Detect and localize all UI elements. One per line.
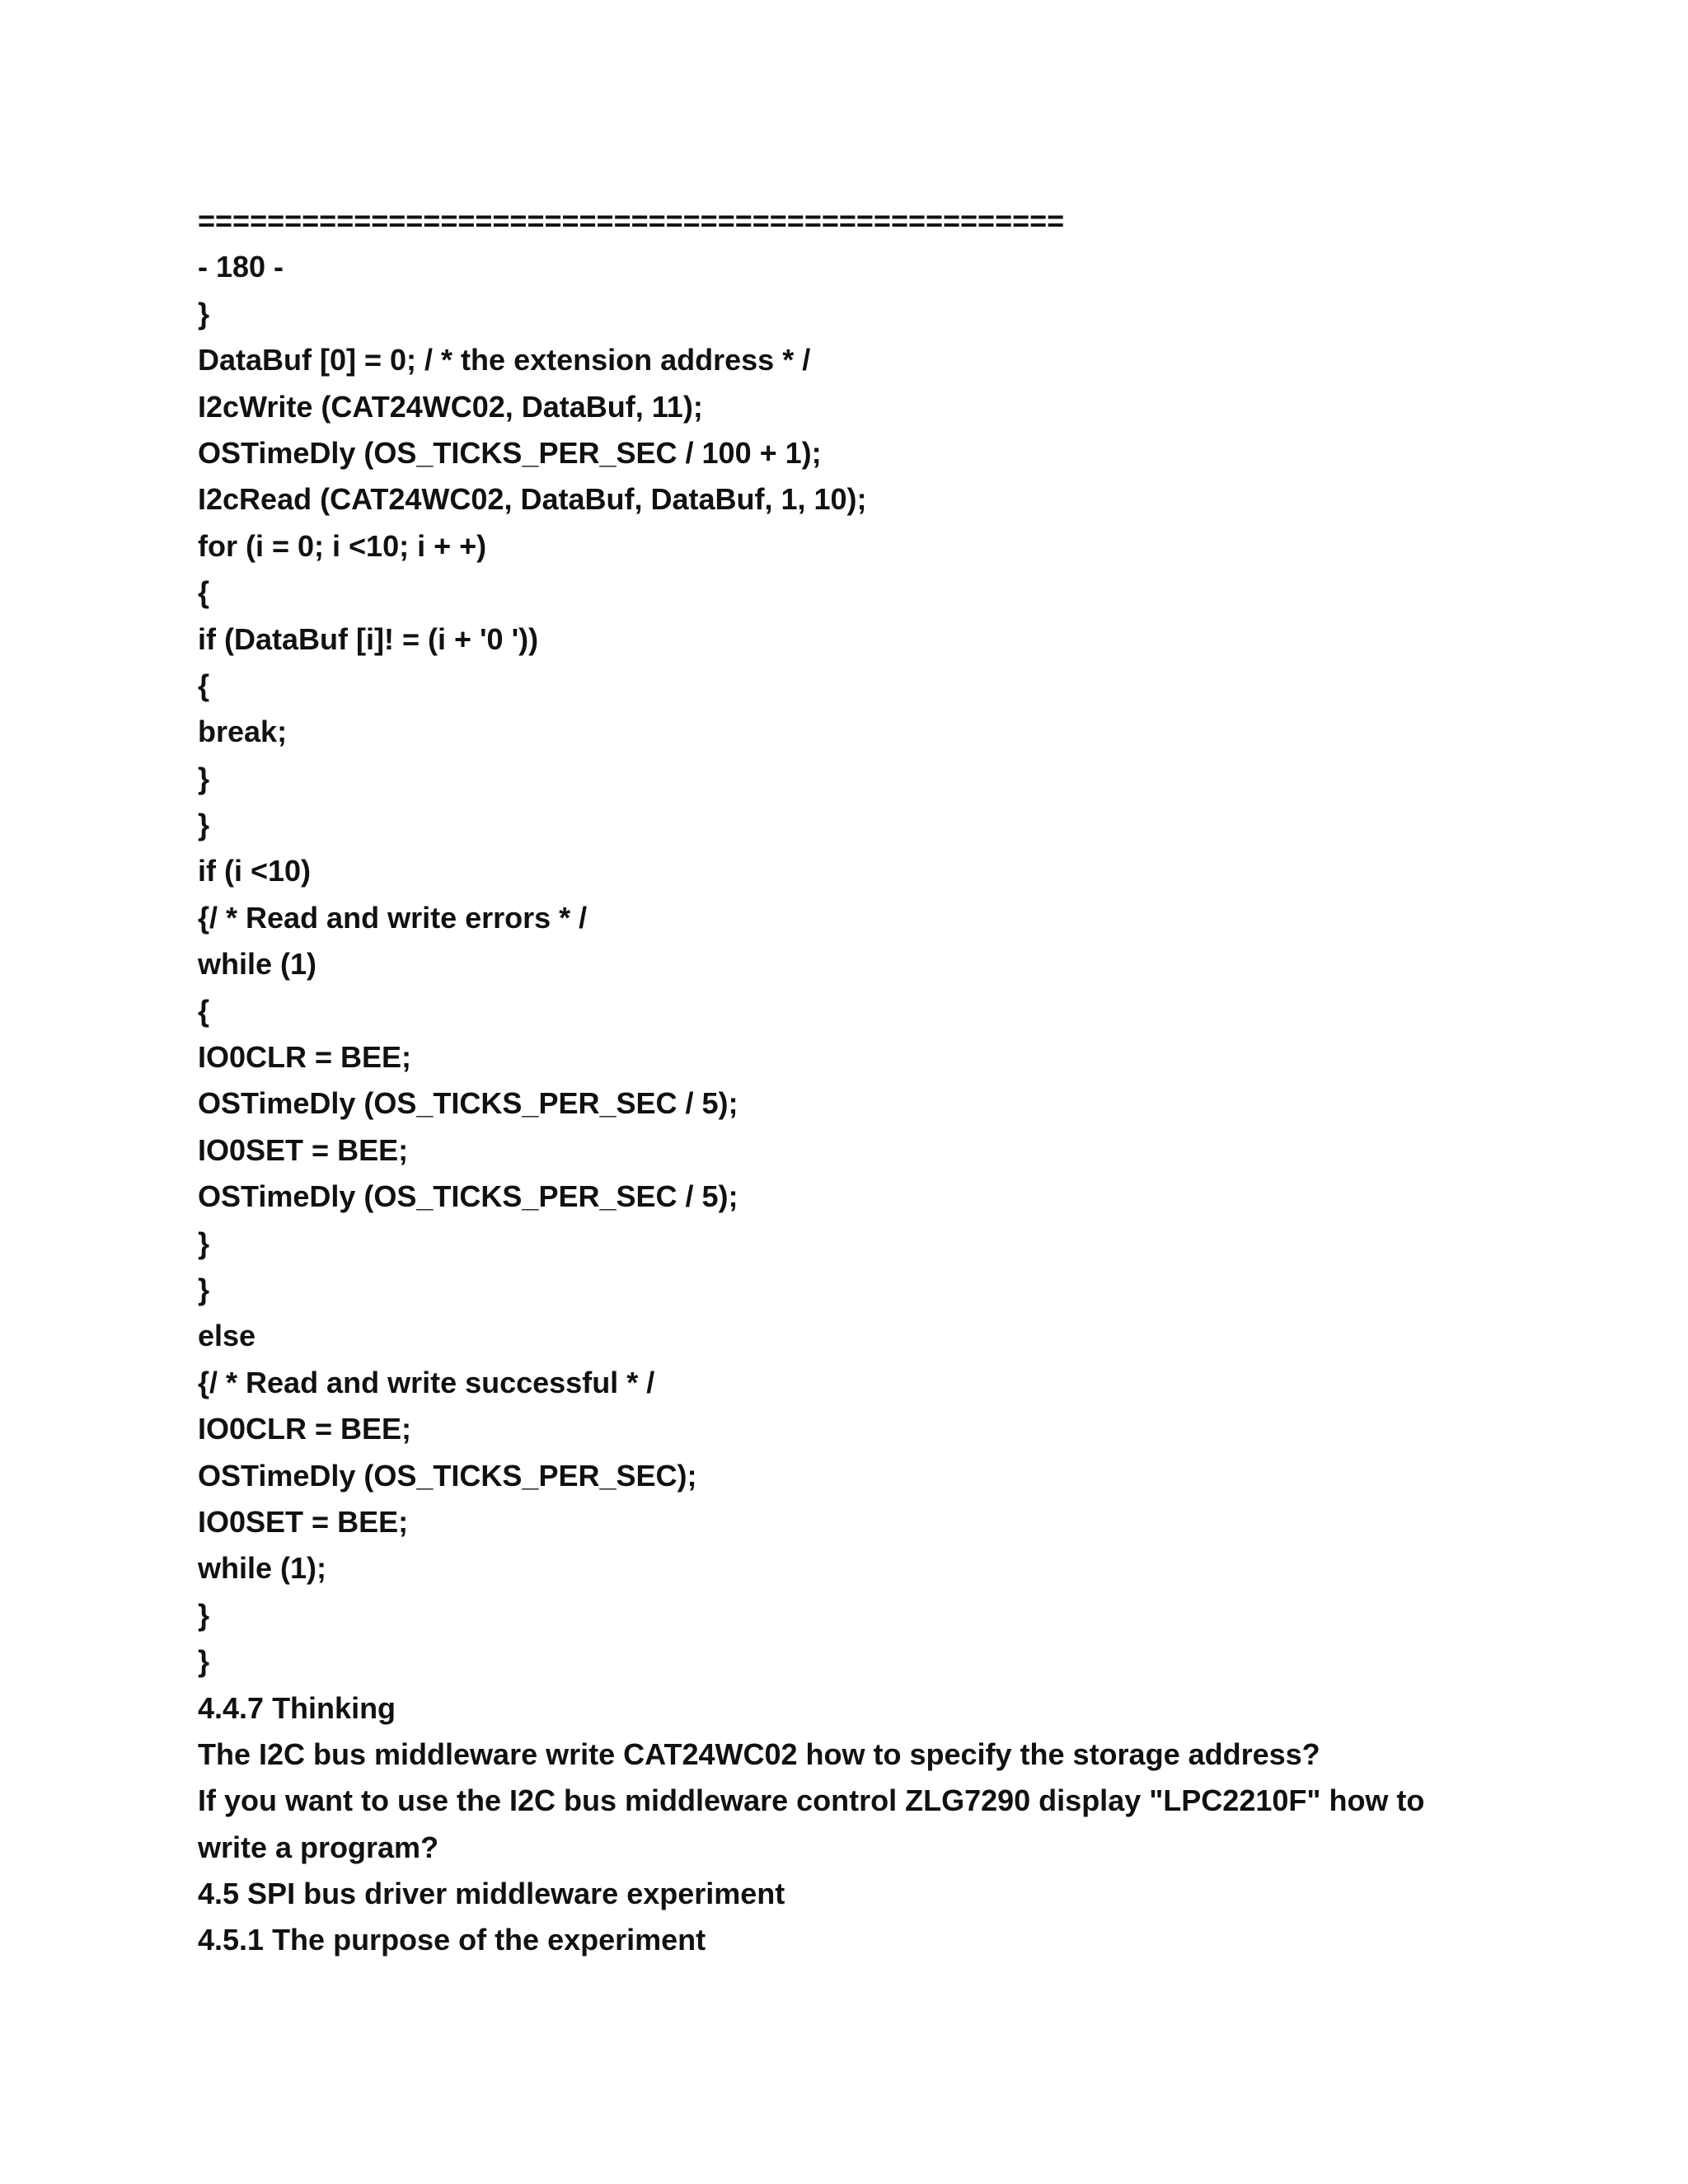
code-line: for (i = 0; i <10; i + +)	[198, 528, 487, 563]
code-line: IO0SET = BEE;	[198, 1132, 409, 1167]
code-line: I2cWrite (CAT24WC02, DataBuf, 11);	[198, 389, 703, 424]
question-text: If you want to use the I2C bus middleware control ZLG7290 display "LPC2210F" how to write a program?	[198, 1783, 1425, 1864]
code-line: }	[198, 296, 210, 330]
page-number: - 180 -	[198, 250, 284, 284]
code-line: }	[198, 808, 210, 842]
code-line: if (DataBuf [i]! = (i + '0 '))	[198, 621, 539, 656]
code-line: }	[198, 1644, 210, 1679]
code-line: OSTimeDly (OS_TICKS_PER_SEC / 5);	[198, 1086, 738, 1121]
code-line: {/ * Read and write successful * /	[198, 1365, 655, 1399]
section-heading: 4.4.7 Thinking	[198, 1690, 396, 1725]
code-line: {	[198, 575, 210, 610]
code-line: {	[198, 993, 210, 1028]
code-line: OSTimeDly (OS_TICKS_PER_SEC);	[198, 1458, 697, 1493]
code-line: IO0SET = BEE;	[198, 1504, 409, 1539]
code-line: {/ * Read and write errors * /	[198, 900, 588, 935]
code-line: IO0CLR = BEE;	[198, 1412, 412, 1446]
code-line: }	[198, 1597, 210, 1632]
section-heading: 4.5 SPI bus driver middleware experiment	[198, 1877, 785, 1911]
code-line: if (i <10)	[198, 854, 312, 888]
code-line: IO0CLR = BEE;	[198, 1040, 412, 1075]
section-heading: 4.5.1 The purpose of the experiment	[198, 1923, 706, 1957]
code-line: OSTimeDly (OS_TICKS_PER_SEC / 100 + 1);	[198, 435, 822, 470]
code-line: }	[198, 1226, 210, 1260]
code-line: break;	[198, 715, 288, 749]
document-page	[198, 198, 1500, 1964]
code-line: while (1)	[198, 947, 317, 982]
code-line: }	[198, 1272, 210, 1306]
code-line: }	[198, 761, 210, 795]
code-line: else	[198, 1319, 256, 1353]
code-line: I2cRead (CAT24WC02, DataBuf, DataBuf, 1, 10);	[198, 482, 867, 517]
separator-line: ==================================================	[198, 204, 1065, 237]
code-line: OSTimeDly (OS_TICKS_PER_SEC / 5);	[198, 1179, 738, 1214]
code-line: while (1);	[198, 1551, 327, 1586]
code-line: DataBuf [0] = 0; / * the extension address * /	[198, 343, 811, 377]
code-line: {	[198, 668, 210, 702]
question-text: The I2C bus middleware write CAT24WC02 how to specify the storage address?	[198, 1736, 1320, 1771]
